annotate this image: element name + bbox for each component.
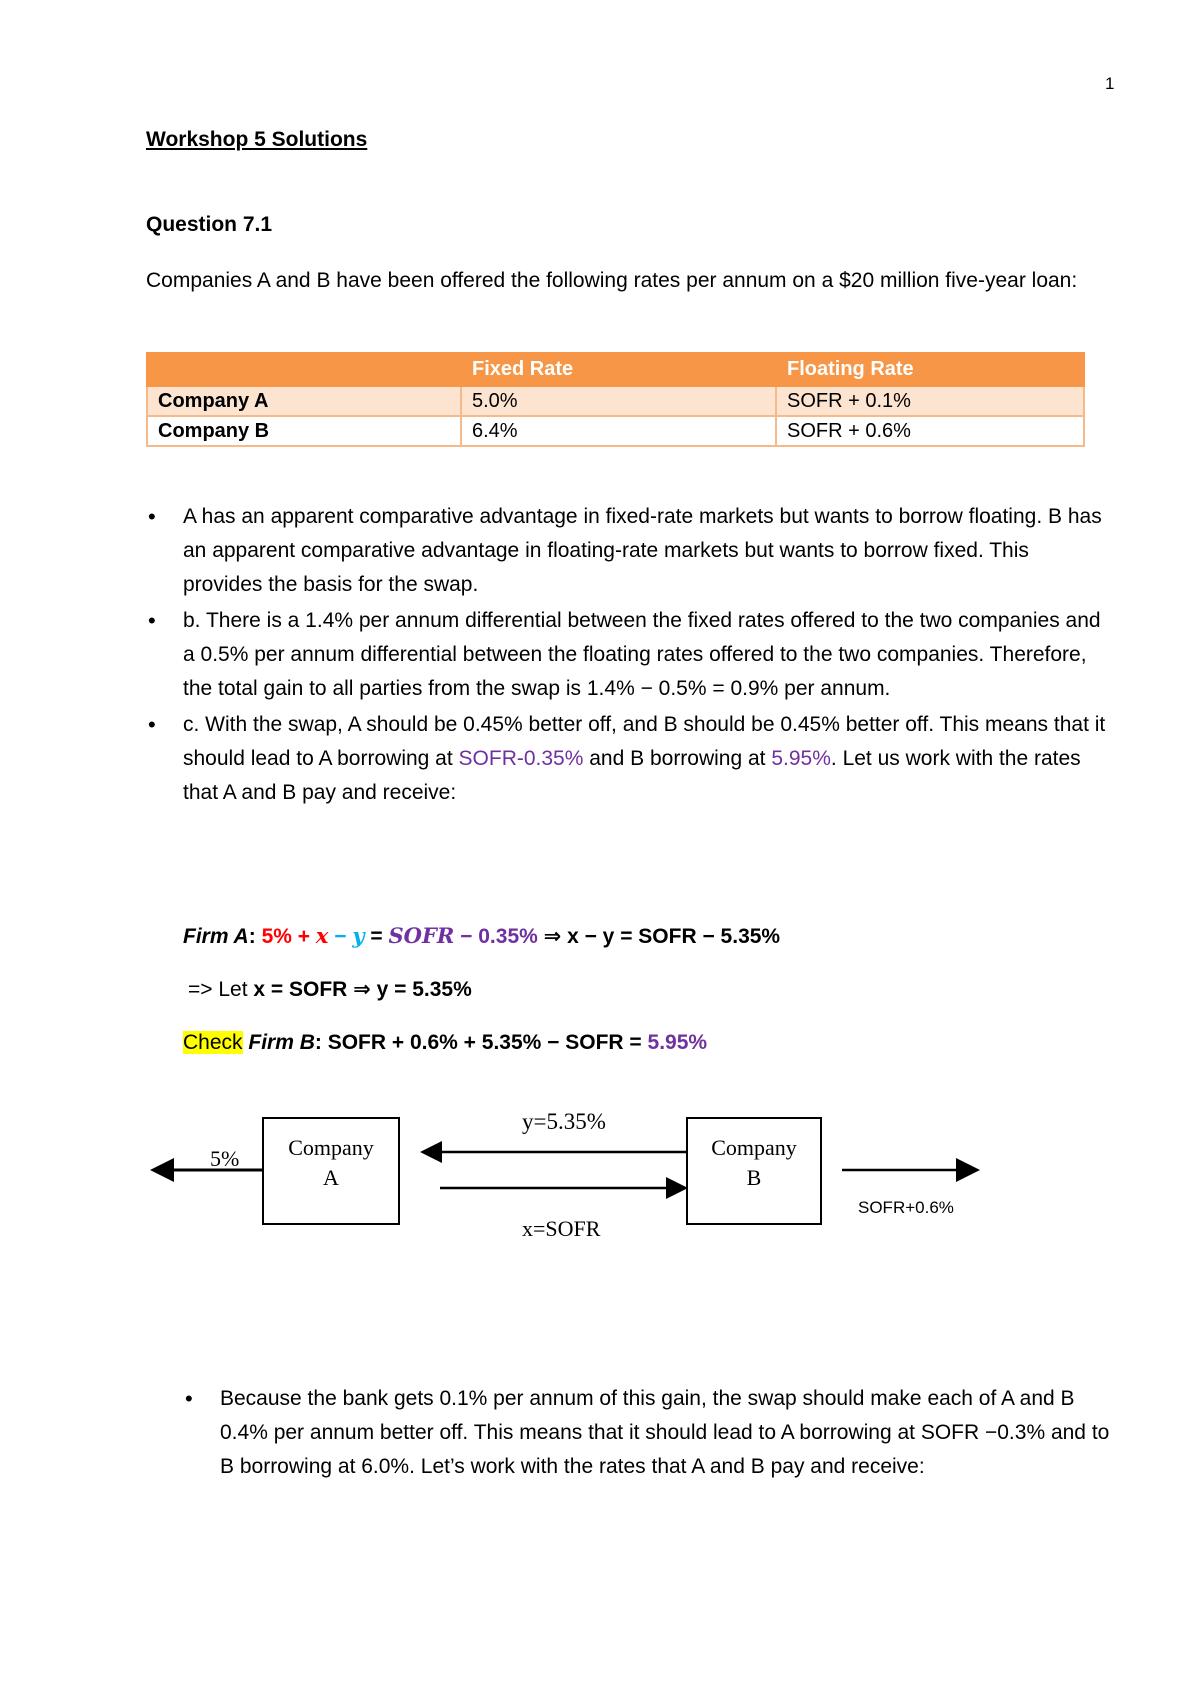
rate-b-highlight: 5.95% — [771, 747, 831, 770]
x-rate-label: x=SOFR — [522, 1216, 601, 1241]
bullet-text: . Let us work with the rates that A and B pay and receive: — [183, 747, 1081, 804]
eq-rate: − 0.35% — [454, 925, 538, 948]
eq-equals: = — [364, 925, 389, 948]
eq-five: 5% — [261, 925, 292, 948]
table-header-floating: Floating Rate — [776, 353, 1084, 386]
company-a-line2: A — [323, 1165, 339, 1190]
bullet-text: and B borrowing at — [583, 747, 772, 770]
bullet-comparative-advantage: • A has an apparent comparative advantage in fixed-rate markets but wants to borrow floating. B has an apparent comparative advantage in floating-rate markets but wants to borrow fixed. This provides the basis for the swap. — [146, 500, 1106, 602]
company-a-line1: Company — [288, 1135, 374, 1160]
bullet-total-gain: • b. There is a 1.4% per annum differential between the fixed rates offered to the two companies and a 0.5% per annum differential between the floating rates offered to the two companies. Therefore, the total gain to all parties from the swap is 1.4% − 0.5% = 0.9% per annum. — [146, 604, 1106, 706]
question-heading: Question 7.1 — [146, 213, 273, 236]
rate-a-highlight: SOFR-0.35% — [458, 747, 584, 770]
question-intro: Companies A and B have been offered the following rates per annum on a $20 million five-year loan: — [146, 269, 1078, 292]
bullet-text: Because the bank gets 0.1% per annum of this gain, the swap should make each of A and B 0.4% per annum better off. This means that it should lead to A borrowing at SOFR −0.3% and to B borrowing at 6.0%. Let’s work with the rates that A and B pay and receive: — [220, 1387, 1110, 1478]
eq-plus: + — [291, 925, 316, 948]
fixed-rate: 6.4% — [461, 416, 776, 446]
eq-sofr: SOFR — [388, 923, 455, 948]
firm-b-label: Firm B — [248, 1031, 315, 1054]
document-title: Workshop 5 Solutions — [146, 128, 368, 151]
fixed-rate: 5.0% — [461, 386, 776, 416]
company-b-line2: B — [746, 1165, 762, 1190]
left-rate-label: 5% — [210, 1146, 240, 1171]
eq-colon: : — [248, 925, 256, 948]
company-a-box — [262, 1117, 400, 1225]
page-number: 1 — [1105, 74, 1115, 93]
table-header-fixed: Fixed Rate — [461, 353, 776, 386]
firm-b-body: : SOFR + 0.6% + 5.35% − SOFR = — [314, 1031, 648, 1054]
bullet-dot: • — [185, 1386, 193, 1411]
bullet-text: c. With the swap, A should be 0.45% better off, and B should be 0.45% better off. This means that it should lead to A borrowing at — [183, 713, 1106, 770]
floating-rate: SOFR + 0.6% — [776, 416, 1084, 446]
check-highlight: Check — [183, 1031, 243, 1054]
let-rest: x = SOFR ⇒ y = 5.35% — [253, 978, 472, 1001]
company-b-box — [686, 1117, 822, 1225]
right-rate-label: SOFR+0.6% — [858, 1198, 954, 1217]
eq-rest: ⇒ x − y = SOFR − 5.35% — [543, 925, 781, 948]
company-name: Company B — [147, 416, 461, 446]
eq-x: x — [315, 923, 329, 948]
eq-y: y — [352, 923, 365, 948]
firm-b-result: 5.95% — [647, 1031, 708, 1054]
eq-minus: − — [328, 925, 353, 948]
floating-rate: SOFR + 0.1% — [776, 386, 1084, 416]
let-prefix: => Let — [188, 978, 254, 1001]
y-rate-label: y=5.35% — [522, 1109, 606, 1134]
company-b-line1: Company — [711, 1135, 797, 1160]
bullet-bank-gain — [183, 1382, 1123, 1484]
company-name: Company A — [147, 386, 461, 416]
firm-a-label: Firm A — [183, 925, 249, 948]
